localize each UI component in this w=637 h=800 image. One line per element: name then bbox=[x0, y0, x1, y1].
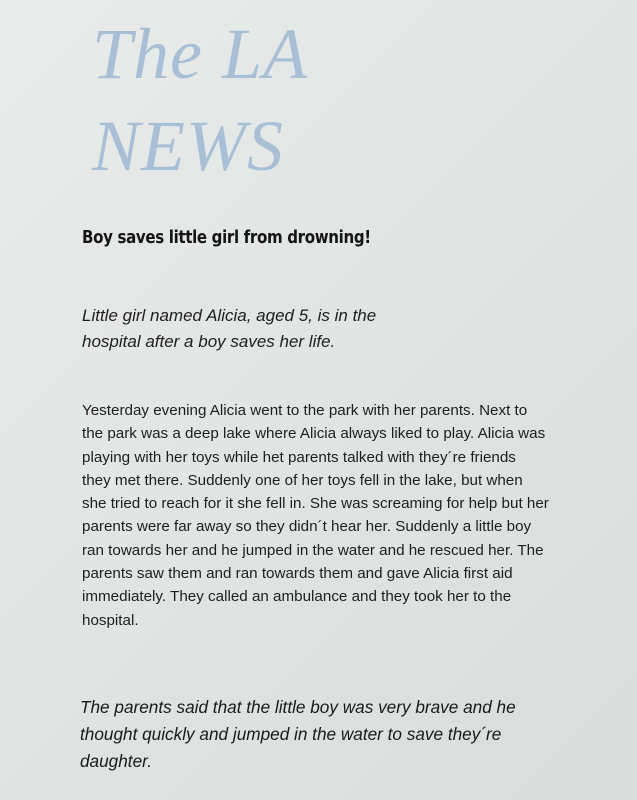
lede-line: Little girl named Alicia, aged 5, is in the bbox=[82, 306, 377, 325]
body-line: ran towards her and he jumped in the water and he rescued her. The bbox=[82, 541, 544, 559]
lede-line: hospital after a boy saves her life. bbox=[82, 332, 336, 351]
article-body bbox=[82, 399, 637, 632]
body-line: parents saw them and ran towards them and gave Alicia first aid bbox=[82, 565, 513, 583]
body-line: playing with her toys while het parents talked with they´re friends bbox=[82, 448, 516, 466]
body-line: parents were far away so they didn´t hear her. Suddenly a little boy bbox=[82, 518, 532, 536]
body-line: they met there. Suddenly one of her toys fell in the lake, but when bbox=[82, 471, 523, 489]
article-headline: Boy saves little girl from drowning! bbox=[82, 228, 371, 248]
body-line: she tried to reach for it she fell in. She was screaming for help but her bbox=[82, 495, 549, 513]
quote-line: daughter. bbox=[80, 751, 152, 771]
masthead-line-2: NEWS bbox=[92, 106, 284, 186]
newspaper-masthead bbox=[92, 8, 392, 192]
body-line: Yesterday evening Alicia went to the park with her parents. Next to bbox=[82, 402, 528, 419]
body-line: the park was a deep lake where Alicia always liked to play. Alicia was bbox=[82, 425, 546, 443]
body-line: hospital. bbox=[82, 611, 139, 629]
masthead-line-1: The LA bbox=[92, 14, 309, 94]
article-lede bbox=[82, 303, 462, 355]
body-line: immediately. They called an ambulance and they took her to the bbox=[82, 588, 512, 606]
article-closing-quote bbox=[80, 694, 637, 775]
quote-line: thought quickly and jumped in the water to save they´re bbox=[80, 724, 502, 744]
quote-line: The parents said that the little boy was very brave and he bbox=[80, 697, 516, 717]
